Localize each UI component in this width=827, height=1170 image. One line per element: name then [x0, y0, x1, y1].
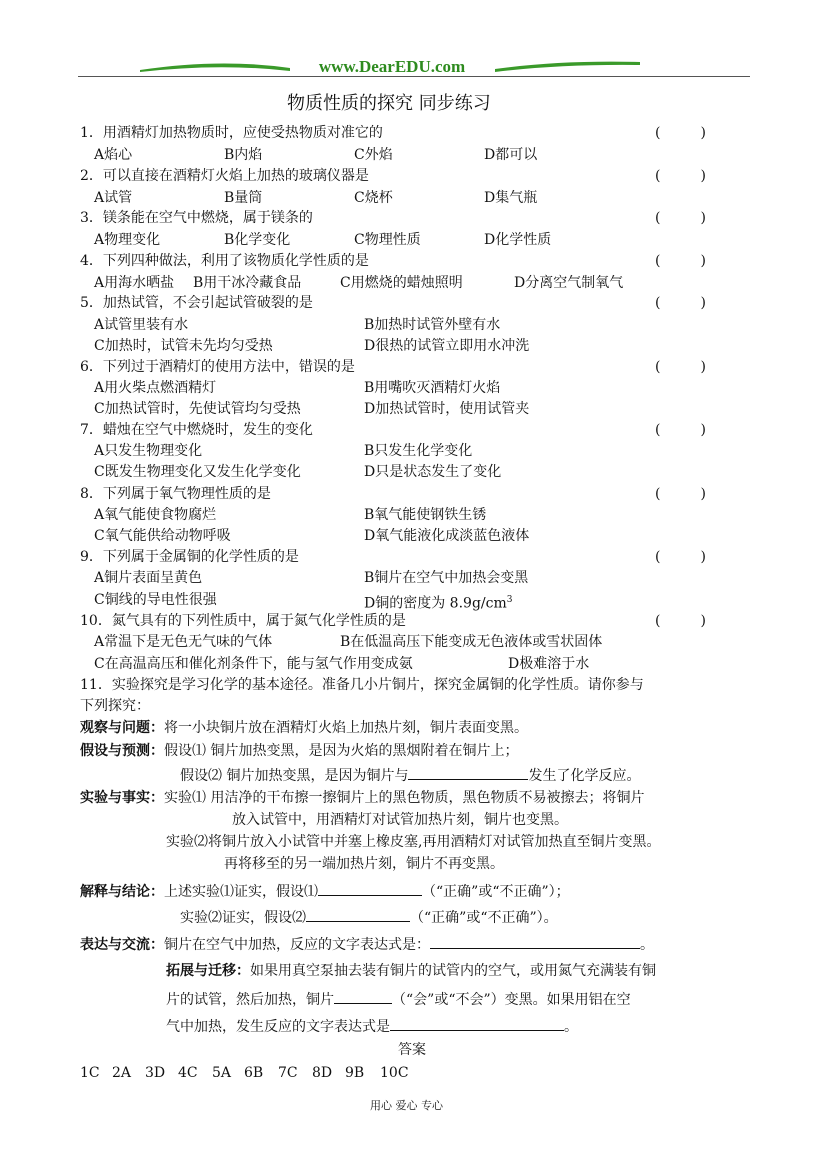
- fill-blank[interactable]: [334, 988, 392, 1004]
- question-stem: 7．蜡烛在空气中燃烧时，发生的变化: [80, 422, 313, 438]
- option-d: D集气瓶: [484, 190, 538, 206]
- conclusion-1-tail: （“正确”或“不正确”）；: [422, 884, 570, 900]
- option-c: C加热试管时，先使试管均匀受热: [94, 401, 301, 417]
- answer-item: 9B: [345, 1065, 365, 1081]
- option-a: A用火柴点燃酒精灯: [94, 380, 217, 396]
- extension-2-text: 片的试管，然后加热，铜片: [166, 992, 334, 1008]
- answer-item: 1C: [80, 1065, 100, 1081]
- observation-row: [80, 718, 528, 739]
- fill-blank[interactable]: [408, 764, 528, 780]
- option-d: D极难溶于水: [508, 656, 590, 672]
- extension-2-tail: （“会”或“不会”）变黑。如果用铝在空: [392, 992, 631, 1008]
- option-c: C氧气能供给动物呼吸: [94, 528, 231, 544]
- hypothesis-1-text: 假设⑴ 铜片加热变黑，是因为火焰的黑烟附着在铜片上；: [164, 743, 519, 759]
- question-stem: 1．用酒精灯加热物质时，应使受热物质对准它的: [80, 125, 383, 141]
- page-title: 物质性质的探究 同步练习: [287, 93, 491, 114]
- option-b: B铜片在空气中加热会变黑: [364, 570, 529, 586]
- logo-text: www.DearEDU.com: [318, 57, 466, 76]
- option-a: A常温下是无色无气味的气体: [94, 634, 273, 650]
- experiment-2-text: 实验⑵将铜片放入小试管中并塞上橡皮塞,再用酒精灯对试管加热直至铜片变黑。: [166, 834, 661, 850]
- answer-item: 10C: [380, 1065, 409, 1081]
- experiment-2-continued: 再将移至的另一端加热片刻，铜片不再变黑。: [224, 856, 504, 872]
- question-stem: 5．加热试管，不会引起试管破裂的是: [80, 295, 313, 311]
- option-d: D化学性质: [484, 232, 552, 248]
- fill-blank[interactable]: [390, 1015, 564, 1031]
- option-c: C在高温高压和催化剂条件下，能与氢气作用变成氨: [94, 656, 413, 672]
- expression-row: [80, 933, 654, 956]
- question-stem: 10．氮气具有的下列性质中，属于氮气化学性质的是: [80, 613, 406, 629]
- answer-item: 3D: [145, 1065, 166, 1081]
- option-c: C物理性质: [354, 232, 421, 248]
- answer-item: 8D: [312, 1065, 333, 1081]
- option-d: D很热的试管立即用水冲洗: [364, 338, 530, 354]
- answer-bracket: ( ): [655, 125, 706, 141]
- experiment-row-1: [80, 788, 644, 809]
- expression-text: 铜片在空气中加热，反应的文字表达式是：: [164, 937, 430, 953]
- option-a: A用海水晒盐: [94, 275, 175, 291]
- answer-item: 5A: [212, 1065, 232, 1081]
- answer-item: 6B: [244, 1065, 264, 1081]
- conclusion-label: 解释与结论：: [80, 884, 164, 900]
- option-c: C外焰: [354, 147, 393, 163]
- option-b: B内焰: [224, 147, 263, 163]
- observation-label: 观察与问题：: [80, 720, 164, 736]
- header-logo: [140, 52, 640, 78]
- option-d: D都可以: [484, 147, 538, 163]
- hypothesis-label: 假设与预测：: [80, 743, 164, 759]
- conclusion-row-1: [80, 880, 570, 903]
- option-a: A只发生物理变化: [94, 443, 203, 459]
- answer-bracket: ( ): [655, 359, 706, 375]
- answer-bracket: ( ): [655, 549, 706, 565]
- question-stem: 6．下列过于酒精灯的使用方法中，错误的是: [80, 359, 355, 375]
- hypothesis-2-tail: 发生了化学反应。: [528, 768, 641, 784]
- question-stem: 8．下列属于氧气物理性质的是: [80, 486, 271, 502]
- option-c: C用燃烧的蜡烛照明: [340, 275, 463, 291]
- experiment-1-text: 实验⑴ 用洁净的干布擦一擦铜片上的黑色物质，黑色物质不易被擦去；将铜片: [164, 790, 645, 806]
- option-b: B用干冰冷藏食品: [193, 275, 302, 291]
- option-b: B量筒: [224, 190, 263, 206]
- option-c: C烧杯: [354, 190, 393, 206]
- page-footer: 用心 爱心 专心: [370, 1099, 443, 1112]
- answer-bracket: ( ): [655, 422, 706, 438]
- hypothesis-row-1: [80, 741, 518, 762]
- answer-item: 7C: [278, 1065, 298, 1081]
- observation-text: 将一小块铜片放在酒精灯火焰上加热片刻，铜片表面变黑。: [164, 720, 528, 736]
- extension-row-2: [166, 988, 631, 1011]
- fill-blank[interactable]: [430, 933, 640, 949]
- header-divider: [78, 76, 750, 77]
- expression-label: 表达与交流：: [80, 937, 164, 953]
- extension-3-end: 。: [564, 1019, 578, 1035]
- conclusion-1-text: 上述实验⑴证实，假设⑴: [164, 884, 318, 900]
- option-b: B用嘴吹灭酒精灯火焰: [364, 380, 501, 396]
- conclusion-2-text: 实验⑵证实，假设⑵: [180, 910, 306, 926]
- option-b: B氧气能使钢铁生锈: [364, 507, 487, 523]
- answer-bracket: ( ): [655, 295, 706, 311]
- option-d: D加热试管时，使用试管夹: [364, 401, 530, 417]
- option-a: A物理变化: [94, 232, 161, 248]
- option-a: A试管里装有水: [94, 317, 189, 333]
- q11-intro-line2: 下列探究：: [80, 698, 150, 714]
- hypothesis-2-text: 假设⑵ 铜片加热变黑，是因为铜片与: [180, 768, 409, 784]
- answer-item: 2A: [112, 1065, 132, 1081]
- superscript-3: 3: [506, 595, 513, 605]
- conclusion-row-2: [180, 906, 558, 929]
- answer-bracket: ( ): [655, 210, 706, 226]
- option-b: B在低温高压下能变成无色液体或雪状固体: [340, 634, 603, 650]
- option-d: D分离空气制氧气: [514, 275, 624, 291]
- hypothesis-row-2: [180, 764, 640, 787]
- answer-item: 4C: [178, 1065, 198, 1081]
- extension-row-3: [166, 1015, 578, 1038]
- answer-bracket: ( ): [655, 253, 706, 269]
- option-d: D只是状态发生了变化: [364, 464, 502, 480]
- fill-blank[interactable]: [318, 880, 422, 896]
- option-d-text: D铜的密度为 8.9g/cm: [364, 595, 507, 612]
- question-stem: 2．可以直接在酒精灯火焰上加热的玻璃仪器是: [80, 168, 369, 184]
- logo-swoosh-left: [140, 63, 290, 72]
- option-c: C既发生物理变化又发生化学变化: [94, 464, 301, 480]
- answer-bracket: ( ): [655, 168, 706, 184]
- extension-3-text: 气中加热，发生反应的文字表达式是: [166, 1019, 390, 1035]
- conclusion-2-tail: （“正确”或“不正确”）。: [410, 910, 558, 926]
- option-d: D氧气能液化成淡蓝色液体: [364, 528, 530, 544]
- question-stem: 9．下列属于金属铜的化学性质的是: [80, 549, 299, 565]
- option-a: A氧气能使食物腐烂: [94, 507, 217, 523]
- option-c: C铜线的导电性很强: [94, 592, 217, 608]
- answer-bracket: ( ): [655, 613, 706, 629]
- experiment-label: 实验与事实：: [80, 790, 164, 806]
- option-b: B加热时试管外壁有水: [364, 317, 501, 333]
- logo-swoosh-right: [495, 62, 640, 72]
- option-b: B只发生化学变化: [364, 443, 473, 459]
- option-a: A焰心: [94, 147, 133, 163]
- q11-intro-line1: 11．实验探究是学习化学的基本途径。准备几小片铜片，探究金属铜的化学性质。请你参与: [80, 677, 644, 693]
- option-a: A铜片表面呈黄色: [94, 570, 203, 586]
- option-b: B化学变化: [224, 232, 291, 248]
- question-stem: 3．镁条能在空气中燃烧，属于镁条的: [80, 210, 313, 226]
- question-stem: 4．下列四种做法，利用了该物质化学性质的是: [80, 253, 369, 269]
- fill-blank[interactable]: [306, 906, 410, 922]
- extension-row-1: [166, 961, 656, 982]
- option-c: C加热时，试管未先均匀受热: [94, 338, 273, 354]
- experiment-1-continued: 放入试管中，用酒精灯对试管加热片刻，铜片也变黑。: [232, 812, 568, 828]
- extension-label: 拓展与迁移：: [166, 963, 250, 979]
- extension-1-text: 如果用真空泵抽去装有铜片的试管内的空气，或用氮气充满装有铜: [250, 963, 656, 979]
- expression-end: 。: [640, 937, 654, 953]
- answers-heading: 答案: [398, 1042, 426, 1058]
- option-a: A试管: [94, 190, 133, 206]
- answer-bracket: ( ): [655, 486, 706, 502]
